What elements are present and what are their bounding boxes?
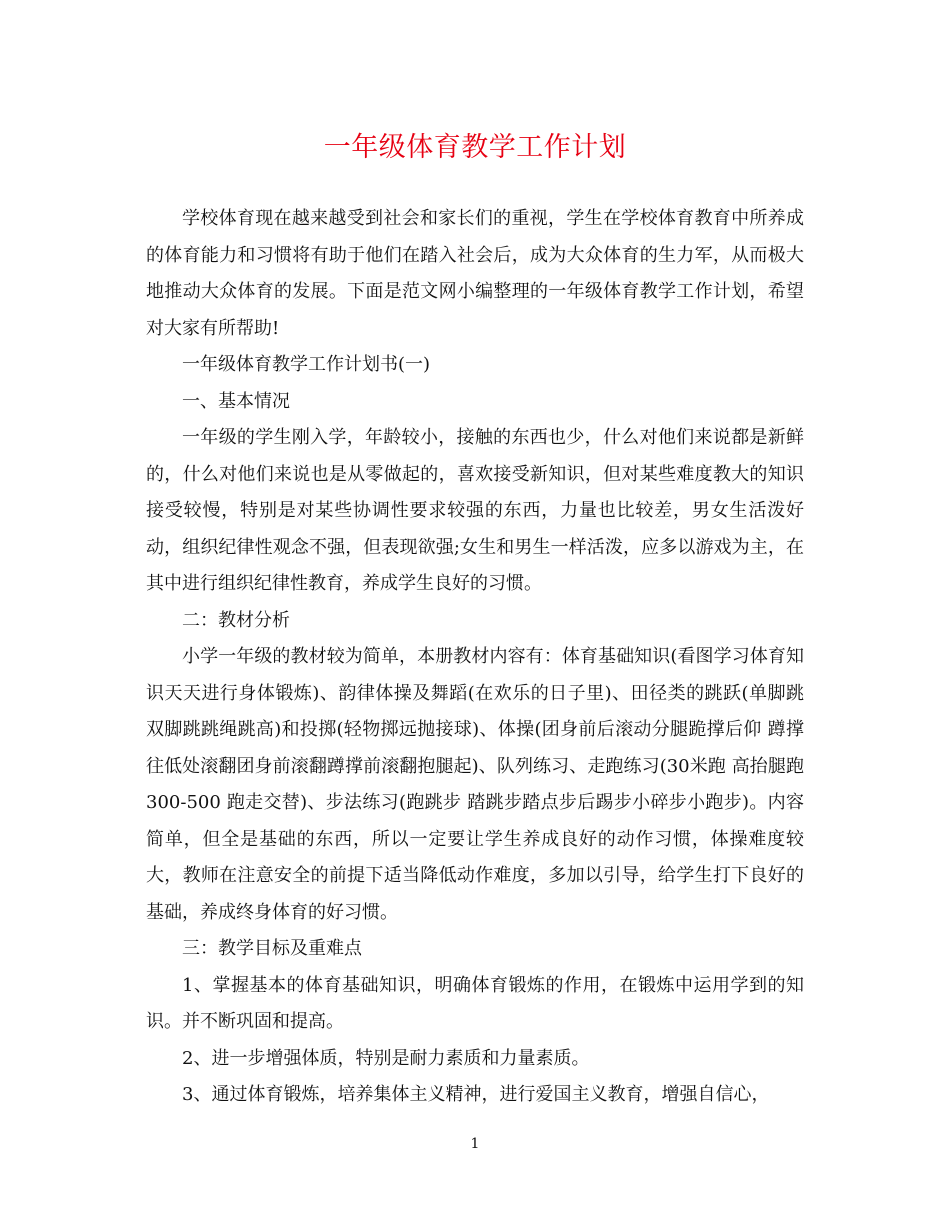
section-heading-plan-one: 一年级体育教学工作计划书(一) (182, 354, 431, 375)
page-number: 1 (470, 1136, 480, 1152)
section-heading-teaching-goals: 三：教学目标及重难点 (182, 938, 362, 959)
material-analysis-paragraph: 小学一年级的教材较为简单，本册教材内容有：体育基础知识(看图学习体育知识天天进行身体锻炼)、韵律体操及舞蹈(在欢乐的日子里)、田径类的跳跃(单脚跳双脚跳跳绳跳高)和投掷(轻物掷远抛接球)、体操(团身前后滚动分腿跪撑后仰 蹲撑往低处滚翻团身前滚翻蹲撑前滚翻抱腿起)、队列练习、走跑练习(30米跑 高抬腿跑 300-500 跑走交替)、步法练习(跑跳步 踏跳步踏点步后踢步小碎步小跑步)。内容简单，但全是基础的东西，所以一定要让学生养成良好的动作习惯，体操难度较大，教师在注意安全的前提下适当降低动作难度，多加以引导，给学生打下良好的基础，养成终身体育的好习惯。 (146, 646, 804, 923)
section-heading-material-analysis: 二：教材分析 (182, 609, 290, 631)
section-heading-basic-situation: 一、基本情况 (182, 390, 290, 412)
goal-item-1: 1、掌握基本的体育基础知识，明确体育锻炼的作用，在锻炼中运用学到的知识。并不断巩固和提高。 (146, 974, 804, 1032)
document-title: 一年级体育教学工作计划 (323, 132, 627, 163)
goal-item-2: 2、进一步增强体质，特别是耐力素质和力量素质。 (182, 1047, 590, 1069)
basic-situation-paragraph: 一年级的学生刚入学，年龄较小，接触的东西也少，什么对他们来说都是新鲜的，什么对他们来说也是从零做起的，喜欢接受新知识，但对某些难度教大的知识接受较慢，特别是对某些协调性要求较强的东西，力量也比较差，男女生活泼好动，组织纪律性观念不强，但表现欲强;女生和男生一样活泼，应多以游戏为主，在其中进行组织纪律性教育，养成学生良好的习惯。 (146, 427, 804, 594)
goal-item-3: 3、通过体育锻炼，培养集体主义精神，进行爱国主义教育，增强自信心， (182, 1084, 770, 1105)
document-body (146, 201, 804, 1114)
intro-paragraph: 学校体育现在越来越受到社会和家长们的重视，学生在学校体育教育中所养成的体育能力和习惯将有助于他们在踏入社会后，成为大众体育的生力军，从而极大地推动大众体育的发展。下面是范文网小编整理的一年级体育教学工作计划，希望对大家有所帮助! (146, 208, 804, 339)
